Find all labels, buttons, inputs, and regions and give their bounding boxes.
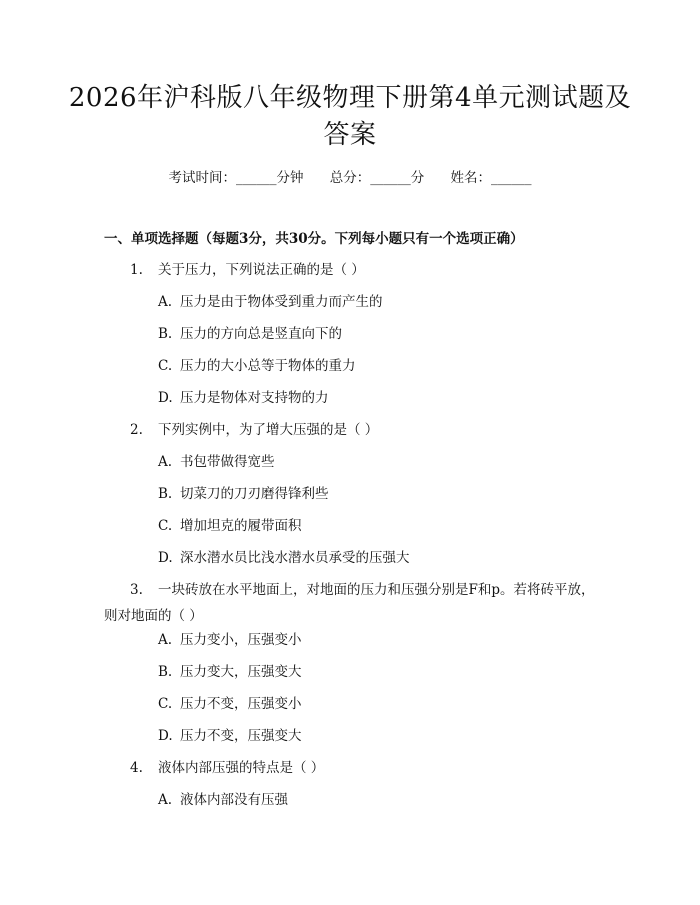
question-2-option-d [158,548,410,568]
option-text: 压力的大小总等于物体的重力 [180,358,356,374]
option-text: 压力的方向总是竖直向下的 [180,326,342,342]
option-letter: D. [158,728,173,744]
question-2-option-a [158,452,275,472]
page-title: 2026年沪科版八年级物理下册第4单元测试题及答案 [68,83,632,150]
option-letter: A. [158,294,173,310]
question-text: 液体内部压强的特点是（ ） [158,760,325,776]
option-letter: C. [158,358,173,374]
option-letter: D. [158,390,173,406]
question-2 [130,420,600,440]
question-2-option-c [158,516,302,536]
question-text: 下列实例中，为了增大压强的是（ ） [158,422,379,438]
section-heading: 一、单项选择题（每题3分，共30分。下列每小题只有一个选项正确） [104,231,524,247]
exam-total-score: 总分：______分 [329,170,425,186]
option-text: 压力是由于物体受到重力而产生的 [180,294,383,310]
exam-meta [0,168,700,188]
question-4-option-a [158,790,288,810]
option-text: 切菜刀的刀刃磨得锋利些 [180,486,329,502]
option-text: 压力变小，压强变小 [180,632,302,648]
option-letter: B. [158,486,173,502]
option-letter: D. [158,550,173,566]
option-text: 压力是物体对支持物的力 [180,390,329,406]
question-number: 1. [130,262,143,278]
option-letter: C. [158,518,173,534]
option-text: 压力不变，压强变小 [180,696,302,712]
option-text: 书包带做得宽些 [180,454,275,470]
option-letter: B. [158,326,173,342]
exam-time: 考试时间：______分钟 [168,170,304,186]
question-1 [130,260,600,280]
question-number: 4. [130,760,143,776]
option-letter: A. [158,632,173,648]
question-4 [130,758,600,778]
option-letter: C. [158,696,173,712]
question-1-option-c [158,356,356,376]
option-text: 深水潜水员比浅水潜水员承受的压强大 [180,550,410,566]
option-letter: A. [158,792,173,808]
question-text: 关于压力，下列说法正确的是（ ） [158,262,365,278]
question-1-option-b [158,324,342,344]
option-text: 压力变大，压强变大 [180,664,302,680]
option-text: 增加坦克的履带面积 [180,518,302,534]
option-letter: B. [158,664,173,680]
question-3-option-a [158,630,302,650]
question-3-option-d [158,726,302,746]
question-3-option-c [158,694,302,714]
question-2-option-b [158,484,329,504]
option-letter: A. [158,454,173,470]
question-1-option-a [158,292,383,312]
question-3-option-b [158,662,302,682]
student-name: 姓名：______ [450,170,532,186]
question-3 [104,577,600,629]
question-1-option-d [158,388,329,408]
question-text: 一块砖放在水平地面上，对地面的压力和压强分别是F和p。若将砖平放，则对地面的（ ） [104,582,595,624]
question-number: 2. [130,422,143,438]
option-text: 压力不变，压强变大 [180,728,302,744]
option-text: 液体内部没有压强 [180,792,288,808]
question-number: 3. [130,582,143,598]
